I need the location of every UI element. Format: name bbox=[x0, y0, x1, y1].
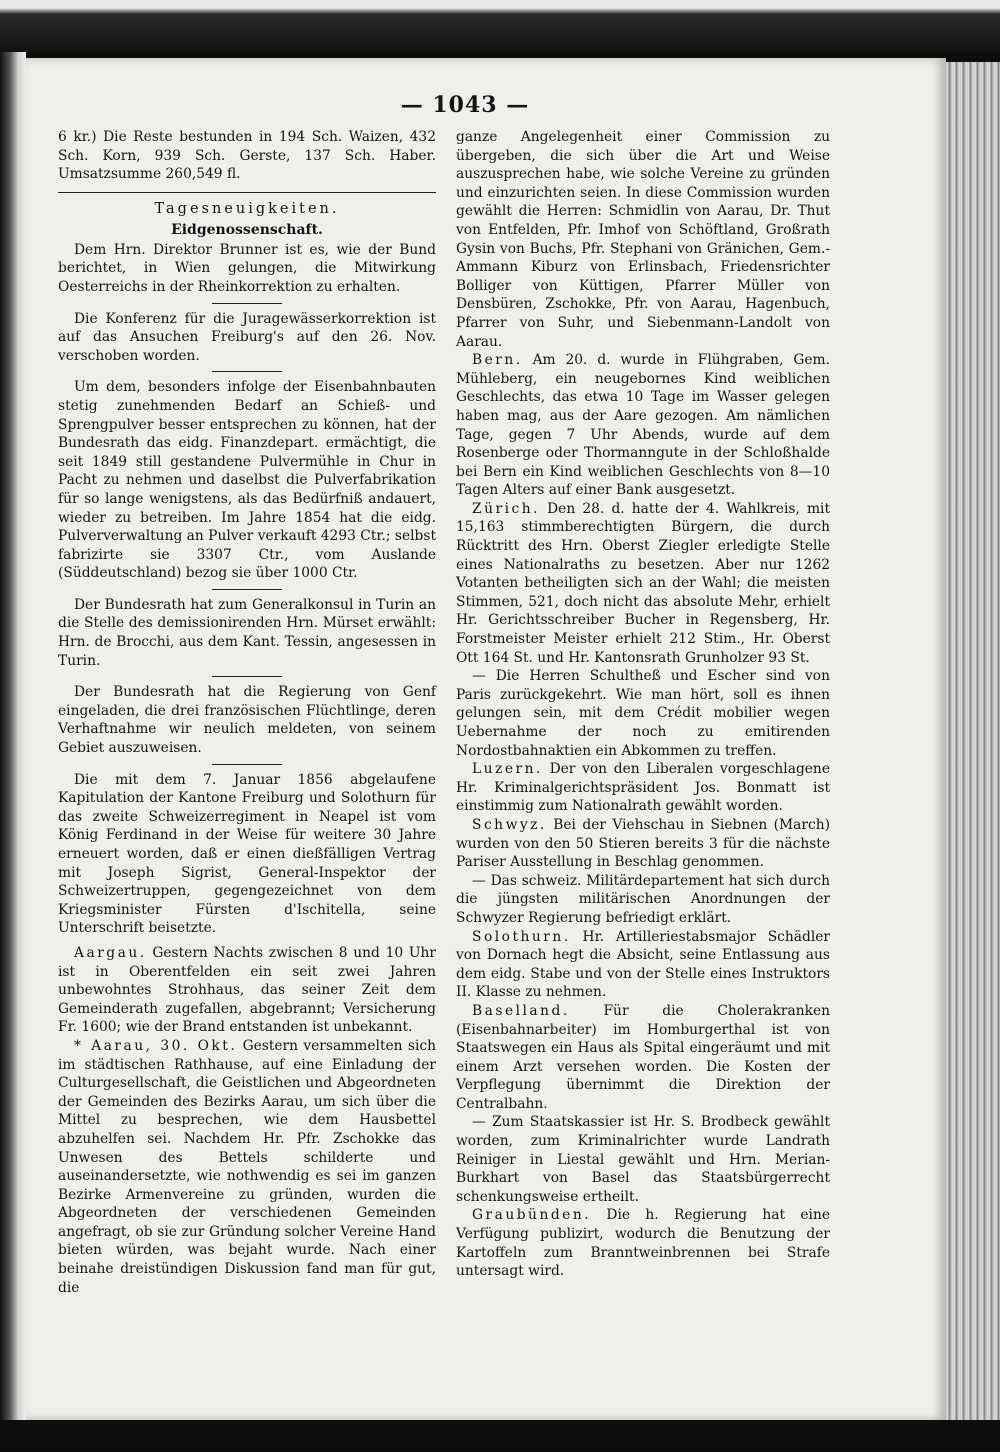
place-name: Luzern. bbox=[472, 761, 543, 778]
article-paragraph: Aargau. Gestern Nachts zwischen 8 und 10 Uhr ist in Oberentfelden ein seit zwei Jahren unbewohntes Strohhaus, das seiner Zeit dem Gemeinderath zugefallen, abgebrannt; Versicherung Fr. 1600; wie der Brand entstanden ist unbekannt. bbox=[58, 944, 436, 1036]
adjacent-page-edge bbox=[0, 52, 26, 1424]
article-paragraph: Graubünden. Die h. Regierung hat eine Verfügung publizirt, wodurch die Benutzung der Kartoffeln zum Branntweinbrennen bei Strafe untersagt wird. bbox=[456, 1207, 830, 1280]
article-paragraph: Der Bundesrath hat zum Generalkonsul in Turin an die Stelle des demissionirenden Hrn. Mürset erwählt: Hrn. de Brocchi, aus dem Kant. Tessin, angesessen in Turin. bbox=[58, 596, 436, 669]
article-paragraph: Schwyz. Bei der Viehschau in Siebnen (March) wurden von den 50 Stieren bereits 3 für die nächste Pariser Ausstellung in Beschlag genommen. bbox=[456, 816, 831, 871]
article-paragraph: Baselland. Für die Cholerakranken (Eisenbahnarbeiter) im Homburgerthal ist von Staatswegen ein Haus als Spital eingeräumt und mit einem Arzt versehen worden. Die Kosten der Verpflegung übernimmt die Direktion der Centralbahn. bbox=[456, 1002, 830, 1112]
subsection-title: Eidgenossenschaft. bbox=[171, 221, 323, 238]
article-paragraph: Zürich. Den 28. d. hatte der 4. Wahlkreis, mit 15,163 stimmberechtigten Bürgern, die durch Rücktritt des Hrn. Oberst Ziegler erledigte Stelle eines Nationalraths zu besetzen. Aber nur 1262 Votanten betheiligten sich an der Wahl; die meisten Stimmen, 521, doch nicht das absolute Mehr, erhielt Hr. Gerichtsschreiber Bucher in Regensberg, Hr. Forstmeister Meister erhielt 212 Stim., Hr. Oberst Ott 164 St. und Hr. Kantonsrath Grunholzer 93 St. bbox=[456, 500, 830, 666]
article-divider bbox=[212, 676, 282, 677]
scan-background-bottom bbox=[0, 1420, 1000, 1452]
place-name: Graubünden. bbox=[472, 1207, 592, 1224]
article-paragraph: ganze Angelegenheit einer Commission zu übergeben, die sich über die Art und Weise auszusprechen habe, wie solche Vereine zu gründen und einzurichten seien. In diese Commission wurden gewählt die Herren: Schmidlin von Aarau, Dr. Thut von Entfelden, Pfr. Imhof von Schöftland, Großrath Gysin von Buchs, Pfr. Stephani von Gränichen, Gem.-Ammann Kiburz von Erlinsbach, Friedensrichter Bolliger von Küttigen, Pfarrer Müller von Densbüren, Zschokke, Pfr. von Aarau, Hagenbuch, Pfarrer von Suhr, und Siebenmann-Landolt von Aarau. bbox=[456, 129, 830, 350]
place-name: Zürich. bbox=[472, 500, 540, 517]
article-paragraph: Bern. Am 20. d. wurde in Flühgraben, Gem. Mühleberg, ein neugebornes Kind weiblichen Geschlechts, das etwa 10 Tage im Wasser gelegen haben mag, aus der Aare gezogen. Am nämlichen Tage, gegen 7 Uhr Abends, wurde auf dem Rosenberge oder Thormanngute in der Schloßhalde bei Bern ein Kind weiblichen Geschlechts von 8—10 Tagen Alters auf einer Bank ausgesetzt. bbox=[456, 352, 830, 499]
article-paragraph: Luzern. Der von den Liberalen vorgeschlagene Hr. Kriminalgerichtspräsident Jos. Bonmatt ist einstimmig zum Nationalrath gewählt worden. bbox=[456, 761, 830, 815]
market-report-tail: 6 kr.) Die Reste bestunden in 194 Sch. Waizen, 432 Sch. Korn, 939 Sch. Gerste, 137 Sch. Haber. Umsatzsumme 260,549 fl. bbox=[58, 129, 436, 183]
page-number: — 1043 — bbox=[400, 92, 530, 118]
place-name: Solothurn. bbox=[472, 928, 571, 945]
article-paragraph: — Die Herren Schultheß und Escher sind von Paris zurückgekehrt. Wie man hört, soll es ihnen gelungen sein, mit dem Crédit mobilier wegen Uebernahme der noch zu emitirenden Nordostbahnaktien ein Abkommen zu treffen. bbox=[456, 668, 830, 759]
article-paragraph: — Das schweiz. Militärdepartement hat sich durch die jüngsten militärischen Anordnungen der Schwyzer Regierung befriedigt erklärt. bbox=[456, 872, 830, 926]
place-name: Aargau. bbox=[74, 944, 147, 961]
article-divider bbox=[212, 764, 282, 765]
article-paragraph: Solothurn. Hr. Artilleriestabsmajor Schädler von Dornach hegt die Absicht, seine Entlassung aus dem eidg. Stabe und von der Stelle eines Instruktors II. Klasse zu nehmen. bbox=[456, 928, 830, 1001]
article-paragraph: Der Bundesrath hat die Regierung von Genf eingeladen, die drei französischen Flüchtlinge, deren Verhaftnahme wir neulich meldeten, von seinem Gebiet auszuweisen. bbox=[58, 684, 436, 757]
place-name: Schwyz. bbox=[472, 816, 547, 833]
place-name: * Aarau, 30. Okt. bbox=[74, 1037, 238, 1054]
section-divider bbox=[58, 192, 436, 193]
article-divider bbox=[212, 589, 282, 590]
article-paragraph: * Aarau, 30. Okt. Gestern versammelten sich im städtischen Rathhause, auf eine Einladung der Culturgesellschaft, die Geistlichen und Abgeordneten der Gemeinden des Bezirks Aarau, um sich über die Mittel zu besprechen, wie dem Hausbettel abzuhelfen sei. Nachdem Hr. Pfr. Zschokke das Unwesen des Bettels schilderte und auseinandersetzte, wie nothwendig es sei im ganzen Bezirke Armenvereine zu gründen, wurden die Abgeordneten der verschiedenen Gemeinden angefragt, ob sie zur Gründung solcher Vereine Hand bieten würden, was bejaht wurde. Nach einer beinahe dreistündigen Diskussion fand man für gut, die bbox=[58, 1037, 436, 1296]
right-column bbox=[456, 128, 830, 1281]
book-page-edges bbox=[946, 62, 1000, 1422]
scan-background-top bbox=[0, 0, 1000, 52]
article-paragraph: Um dem, besonders infolge der Eisenbahnbauten stetig zunehmenden Bedarf an Schieß- und Sprengpulver besser entsprechen zu können, hat der Bundesrath das eidg. Finanzdepart. ermächtigt, die seit 1849 still gestandene Pulvermühle in Chur in Pacht zu nehmen und daselbst die Pulverfabrikation für so lange wenigstens, als das Bedürfniß andauert, wieder zu betreiben. Im Jahre 1854 hat die eidg. Pulververwaltung an Pulver verkauft 4293 Ctr.; selbst fabrizirte sie 3307 Ctr., vom Auslande (Süddeutschland) bezog sie über 1000 Ctr. bbox=[58, 379, 436, 582]
article-paragraph: Die mit dem 7. Januar 1856 abgelaufene Kapitulation der Kantone Freiburg und Solothurn für das zweite Schweizerregiment in Neapel ist vom König Ferdinand in der Weise für weitere 30 Jahre erneuert worden, daß er einen dießfälligen Vertrag mit Joseph Sigrist, General-Inspektor der Schweizertruppen, gegengezeichnet von dem Kriegsminister Fürsten d'Ischitella, seine Unterschrift beisetzte. bbox=[58, 771, 436, 937]
place-name: Baselland. bbox=[472, 1002, 570, 1019]
place-name: Bern. bbox=[472, 352, 523, 369]
article-paragraph: Die Konferenz für die Juragewässerkorrektion ist auf das Ansuchen Freiburg's auf den 26. Nov. verschoben worden. bbox=[58, 310, 436, 364]
article-divider bbox=[212, 303, 282, 304]
left-column bbox=[58, 128, 436, 1297]
section-title: Tagesneuigkeiten. bbox=[154, 200, 340, 217]
article-paragraph: Dem Hrn. Direktor Brunner ist es, wie der Bund berichtet, in Wien gelungen, die Mitwirkung Oesterreichs in der Rheinkorrektion zu erhalten. bbox=[58, 241, 436, 295]
article-paragraph: — Zum Staatskassier ist Hr. S. Brodbeck gewählt worden, zum Kriminalrichter wurde Landrath Reiniger in Liestal gewählt und Hrn. Merian-Burkhart von Basel das Staatsbürgerrecht schenkungsweise ertheilt. bbox=[456, 1114, 830, 1205]
article-divider bbox=[212, 371, 282, 372]
